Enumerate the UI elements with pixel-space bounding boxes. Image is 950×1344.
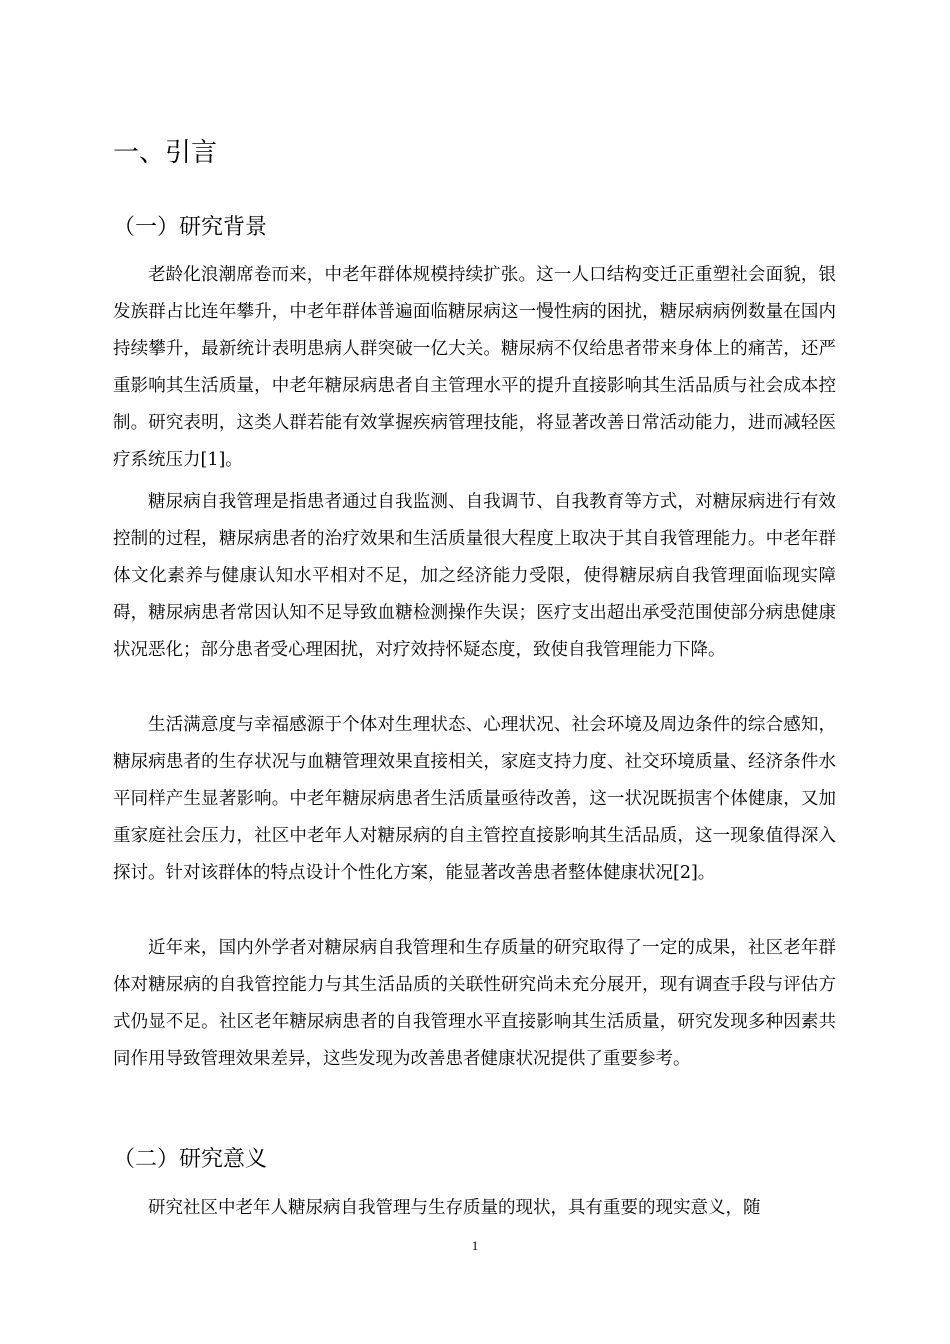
paragraph: 老龄化浪潮席卷而来，中老年群体规模持续扩张。这一人口结构变迁正重塑社会面貌，银发族群占比连年攀升，中老年群体普遍面临糖尿病这一慢性病的困扰，糖尿病病例数量在国内持续攀升，最新统计表明患病人群突破一亿大关。糖尿病不仅给患者带来身体上的痛苦，还严重影响其生活质量，中老年糖尿病患者自主管理水平的提升直接影响其生活品质与社会成本控制。研究表明，这类人群若能有效掌握疾病管理技能，将显著改善日常活动能力，进而减轻医疗系统压力[1]。	[113, 265, 836, 470]
page-number: 1	[471, 1238, 479, 1253]
paragraph: 研究社区中老年人糖尿病自我管理与生存质量的现状，具有重要的现实意义，随	[148, 1198, 761, 1218]
section-heading-background: （一）研究背景	[113, 215, 268, 240]
chapter-heading: 一、引言	[113, 138, 218, 168]
paragraph: 生活满意度与幸福感源于个体对生理状态、心理状况、社会环境及周边条件的综合感知，糖尿病患者的生存状况与血糖管理效果直接相关，家庭支持力度、社交环境质量、经济条件水平同样产生显著影响。中老年糖尿病患者生活质量亟待改善，这一状况既损害个体健康，又加重家庭社会压力，社区中老年人对糖尿病的自主管控直接影响其生活品质，这一现象值得深入探讨。针对该群体的特点设计个性化方案，能显著改善患者整体健康状况[2]。	[113, 715, 836, 883]
paragraph: 近年来，国内外学者对糖尿病自我管理和生存质量的研究取得了一定的成果，社区老年群体对糖尿病的自我管控能力与其生活品质的关联性研究尚未充分展开，现有调查手段与评估方式仍显不足。社区老年糖尿病患者的自我管理水平直接影响其生活质量，研究发现多种因素共同作用导致管理效果差异，这些发现为改善患者健康状况提供了重要参考。	[113, 938, 836, 1069]
paragraph: 糖尿病自我管理是指患者通过自我监测、自我调节、自我教育等方式，对糖尿病进行有效控制的过程，糖尿病患者的治疗效果和生活质量很大程度上取决于其自我管理能力。中老年群体文化素养与健康认知水平相对不足，加之经济能力受限，使得糖尿病自我管理面临现实障碍，糖尿病患者常因认知不足导致血糖检测操作失误；医疗支出超出承受范围使部分病患健康状况恶化；部分患者受心理困扰，对疗效持怀疑态度，致使自我管理能力下降。	[113, 492, 836, 660]
section-heading-significance: （二）研究意义	[113, 1147, 268, 1172]
